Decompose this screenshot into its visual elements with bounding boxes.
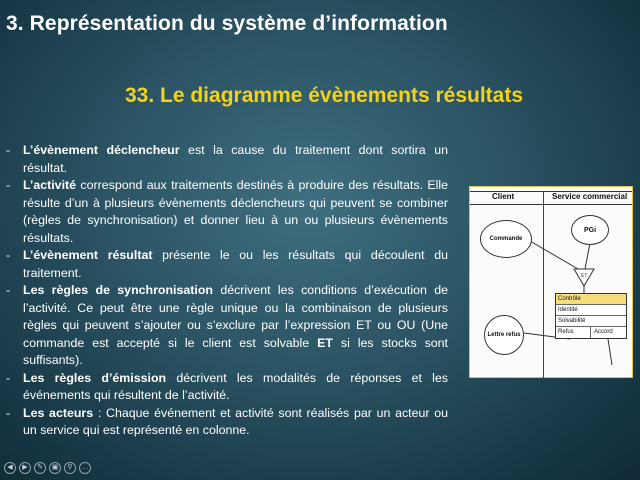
activity-row-identite: Identité xyxy=(556,305,626,316)
slide-title: 3. Représentation du système d’information xyxy=(6,12,448,35)
emission-accord: Accord xyxy=(590,327,626,338)
bullet-text: correspond aux traitements destinés à produire des résultats. Elle résulte d’un à plusieurs évènements déclencheurs qui peuvent se combiner (règles de synchronisation) et donner lieu à un ou plusieurs évènements résultats. xyxy=(23,178,448,245)
event-pgi xyxy=(571,215,609,245)
bullet-marker: - xyxy=(6,370,11,385)
column-header-client: Client xyxy=(492,192,515,201)
bullet-marker: - xyxy=(6,178,11,192)
arrow-right-icon[interactable]: ▶ xyxy=(19,462,31,474)
connector-accord xyxy=(608,339,612,365)
connector-commande xyxy=(530,241,578,269)
bullet-text: : Chaque événement et activité sont réalisés par un acteur ou un service qui est représenté en colonne. xyxy=(23,405,448,437)
connector-pgi xyxy=(585,243,590,269)
bullet-term-et: ET xyxy=(317,335,333,350)
bullet-term: L’activité xyxy=(23,178,77,192)
activity-title: Contrôle xyxy=(556,294,626,305)
bullet-term: L’évènement résultat xyxy=(23,248,153,262)
bullet-marker: - xyxy=(6,405,11,420)
list-item xyxy=(6,370,448,405)
bullet-term: L’évènement déclencheur xyxy=(23,143,180,157)
bullet-term: Les règles de synchronisation xyxy=(23,283,213,297)
slides-icon[interactable]: ▣ xyxy=(49,462,61,474)
presentation-toolbar xyxy=(4,462,91,474)
list-item xyxy=(6,142,448,177)
list-item xyxy=(6,405,448,440)
event-commande-label: Commande xyxy=(489,235,523,242)
bullet-list xyxy=(6,142,448,440)
emission-rules xyxy=(556,327,626,338)
sync-label: ET xyxy=(581,273,588,279)
slide-subtitle: 33. Le diagramme évènements résultats xyxy=(124,84,523,107)
bullet-term: Les acteurs xyxy=(23,405,94,420)
event-lettre-refus xyxy=(484,315,524,355)
activity-box xyxy=(555,293,627,339)
event-lettre-refus-label: Lettre refus xyxy=(487,331,521,338)
bullet-text: est la cause du traitement dont sortira un résultat. xyxy=(23,143,448,175)
list-item xyxy=(6,247,448,282)
bullet-text: décrivent les conditions d’exécution de l’activité. Ce peut être une règle unique ou la combinaison de plusieurs règles qui peuvent s’ajouter ou s’exclure par l’expression ET ou OU (Une commande est accepté si le client est solvable xyxy=(23,283,448,350)
bullet-term: Les règles d’émission xyxy=(23,370,167,385)
bullet-marker: - xyxy=(6,143,11,157)
event-pgi-label: PGi xyxy=(583,226,597,234)
bullet-text: décrivent les modalités de réponses et les événements qui résultent de l’activité. xyxy=(23,370,449,402)
column-header-service: Service commercial xyxy=(552,192,628,201)
activity-row-solvabilite: Solvabilité xyxy=(556,316,626,327)
bullet-text: présente le ou les résultats qui découlent du traitement. xyxy=(23,248,448,280)
list-item xyxy=(6,177,448,247)
list-item xyxy=(6,282,448,370)
bullet-text-end: si les stocks sont suffisants). xyxy=(23,335,448,367)
bullet-marker: - xyxy=(6,283,11,297)
emission-refus: Refus xyxy=(558,329,574,335)
more-icon[interactable]: … xyxy=(79,462,91,474)
pen-icon[interactable]: ✎ xyxy=(34,462,46,474)
zoom-icon[interactable]: ⚲ xyxy=(64,462,76,474)
bullet-marker: - xyxy=(6,248,11,262)
arrow-left-icon[interactable]: ◀ xyxy=(4,462,16,474)
event-result-diagram xyxy=(469,186,633,378)
event-commande xyxy=(480,220,532,258)
